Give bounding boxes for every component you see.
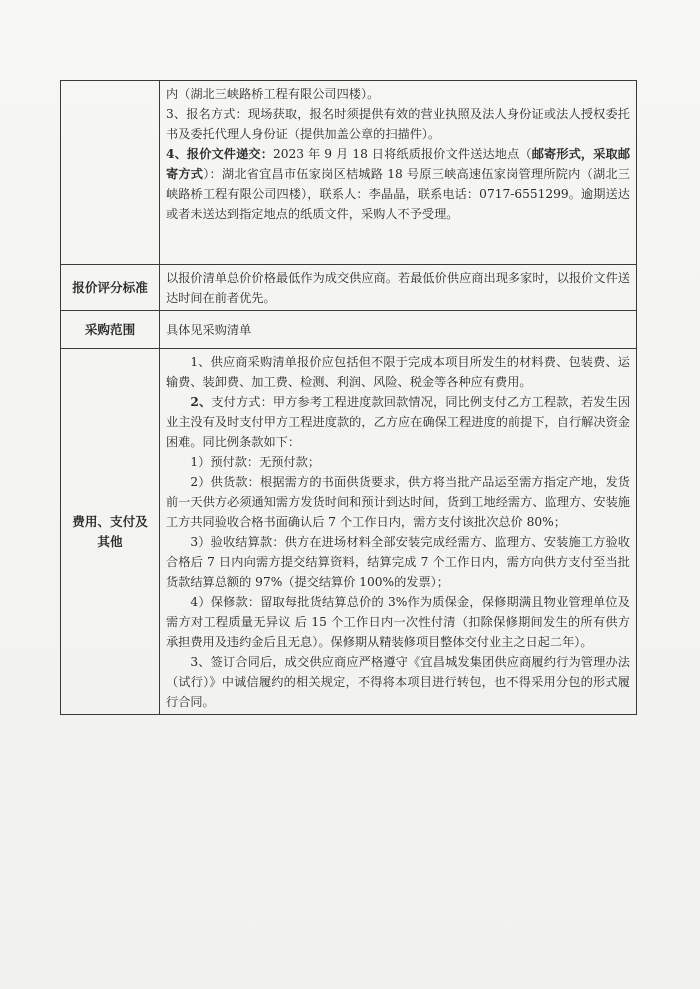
quote-submission-mail-note: 邮寄形式，采取邮寄方式 bbox=[166, 147, 631, 181]
fees-label bbox=[61, 349, 160, 715]
registration-method-heading: 3、报名方式： bbox=[166, 107, 248, 121]
registration-content-cell bbox=[160, 81, 637, 265]
scope-content-cell bbox=[160, 311, 637, 349]
registration-location-line: 内（湖北三峡路桥工程有限公司四楼）。 bbox=[166, 87, 380, 101]
pricing-content-cell bbox=[160, 265, 637, 311]
fees-supply-payment: 2）供货款：根据需方的书面供货要求，供方将当批产品运至需方指定产地，发货前一天供方必须通知需方发货时间和预计到达时间，货到工地经需方、监理方、安装施工方共同验收合格书面确认后 7 个工作日内，需方支付该批次总价 80%； bbox=[166, 475, 630, 529]
registration-method bbox=[166, 104, 630, 144]
fees-advance-payment: 1）预付款：无预付款； bbox=[190, 455, 321, 469]
procurement-table bbox=[60, 80, 637, 715]
fees-content-cell bbox=[160, 349, 637, 715]
pricing-row bbox=[61, 265, 637, 311]
pricing-text: 以报价清单总价价格最低作为成交供应商。若最低价供应商出现多家时，以报价文件送达时间在前者优先。 bbox=[166, 271, 630, 305]
scope-row bbox=[61, 311, 637, 349]
fees-label-line-2: 其他 bbox=[97, 534, 123, 549]
scope-text: 具体见采购清单 bbox=[166, 323, 252, 337]
quote-submission-heading: 4、报价文件递交： bbox=[166, 147, 273, 161]
fees-warranty-payment: 4）保修款：留取每批货结算总价的 3%作为质保金，保修期满且物业管理单位及需方对工程质量无异议 后 15 个工作日内一次性付清（扣除保修期间发生的所有供方承担费用及违约金后且无息）。保修期从精装修项目整体交付业主之日起二年）。 bbox=[166, 595, 630, 649]
registration-row bbox=[61, 81, 637, 265]
fees-item-2 bbox=[166, 392, 630, 452]
quote-submission bbox=[166, 144, 630, 224]
pricing-label: 报价评分标准 bbox=[61, 265, 160, 311]
fees-item-1: 1、供应商采购清单报价应包括但不限于完成本项目所发生的材料费、包装费、运输费、装卸费、加工费、检测、利润、风险、税金等各种应有费用。 bbox=[166, 355, 630, 389]
scope-label: 采购范围 bbox=[61, 311, 160, 349]
quote-submission-text-1: 2023 年 9 月 18 日将纸质报价文件送达地点（ bbox=[273, 147, 532, 161]
quote-submission-text-2: ）：湖北省宜昌市伍家岗区桔城路 18 号原三峡高速伍家岗管理所院内（湖北三峡路桥工程有限公司四楼），联系人：李晶晶，联系电话：0717-6551299。逾期送达或者未送达到指定地点的纸质文件，采购人不予受理。 bbox=[166, 167, 630, 221]
fees-item-2-number: 2、 bbox=[190, 395, 212, 409]
fees-item-3: 3、签订合同后，成交供应商应严格遵守《宜昌城发集团供应商履约行为管理办法（试行）》中诚信履约的相关规定，不得将本项目进行转包，也不得采用分包的形式履行合同。 bbox=[166, 655, 630, 709]
fees-row bbox=[61, 349, 637, 715]
registration-label-cell bbox=[61, 81, 160, 265]
fees-acceptance-payment: 3）验收结算款：供方在进场材料全部安装完成经需方、监理方、安装施工方验收合格后 7 日内向需方提交结算资料，结算完成 7 个工作日内，需方向供方支付至当批货款结算总额的 97%（提交结算价 100%的发票）； bbox=[166, 535, 630, 589]
registration-method-text: 现场获取，报名时须提供有效的营业执照及法人身份证或法人授权委托书及委托代理人身份证（提供加盖公章的扫描件）。 bbox=[166, 107, 630, 141]
fees-item-2-text: 支付方式：甲方参考工程进度款回款情况，同比例支付乙方工程款，若发生因业主没有及时支付甲方工程进度款的，乙方应在确保工程进度的前提下，自行解决资金困难。同比例条款如下： bbox=[166, 395, 631, 449]
fees-label-line-1: 费用、支付及 bbox=[72, 514, 148, 529]
